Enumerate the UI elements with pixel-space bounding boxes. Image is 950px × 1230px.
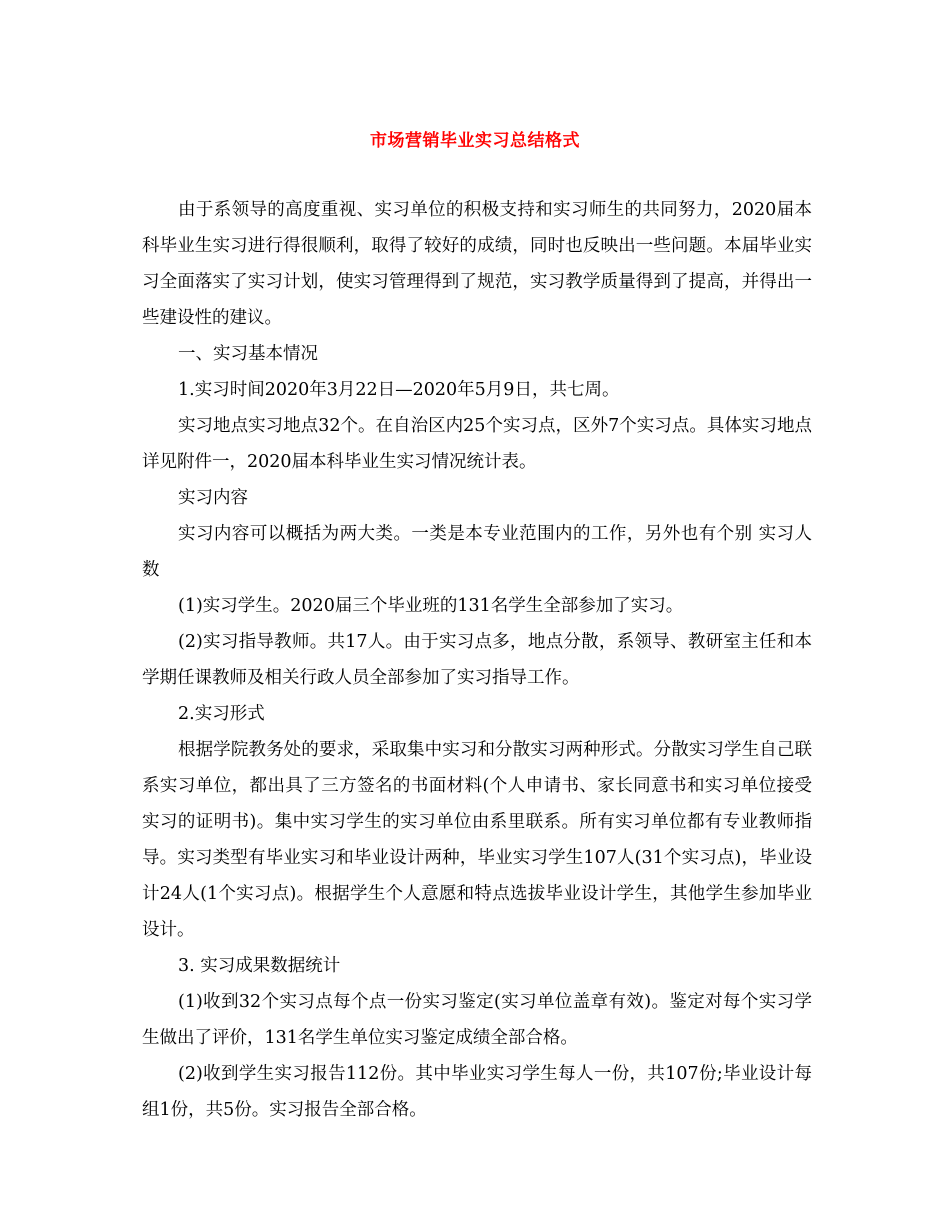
heading-basic-info: 一、实习基本情况 bbox=[178, 344, 318, 364]
document-title: 市场营销毕业实习总结格式 bbox=[370, 131, 580, 151]
paragraph-time: 1.实习时间2020年3月22日—2020年5月9日，共七周。 bbox=[178, 380, 620, 400]
document-body bbox=[142, 192, 812, 1128]
paragraph-students: (1)实习学生。2020届三个毕业班的131名学生全部参加了实习。 bbox=[178, 596, 684, 616]
paragraph-appraisal: (1)收到32个实习点每个点一份实习鉴定(实习单位盖章有效)。鉴定对每个实习学生做出了评价，131名学生单位实习鉴定成绩全部合格。 bbox=[142, 992, 812, 1048]
heading-content: 实习内容 bbox=[178, 488, 248, 508]
paragraph-form: 根据学院教务处的要求，采取集中实习和分散实习两种形式。分散实习学生自己联系实习单位，都出具了三方签名的书面材料(个人申请书、家长同意书和实习单位接受实习的证明书)。集中实习学生的实习单位由系里联系。所有实习单位都有专业教师指导。实习类型有毕业实习和毕业设计两种，毕业实习学生107人(31个实习点)，毕业设计24人(1个实习点)。根据学生个人意愿和特点选拔毕业设计学生，其他学生参加毕业设计。 bbox=[142, 740, 812, 940]
paragraph-location: 实习地点实习地点32个。在自治区内25个实习点，区外7个实习点。具体实习地点详见附件一，2020届本科毕业生实习情况统计表。 bbox=[142, 416, 812, 472]
heading-form: 2.实习形式 bbox=[178, 704, 265, 724]
heading-statistics: 3. 实习成果数据统计 bbox=[178, 956, 341, 976]
paragraph-content: 实习内容可以概括为两大类。一类是本专业范围内的工作，另外也有个别 实习人数 bbox=[142, 524, 812, 580]
paragraph-teachers: (2)实习指导教师。共17人。由于实习点多，地点分散，系领导、教研室主任和本学期任课教师及相关行政人员全部参加了实习指导工作。 bbox=[142, 632, 812, 688]
paragraph-intro: 由于系领导的高度重视、实习单位的积极支持和实习师生的共同努力，2020届本科毕业生实习进行得很顺利，取得了较好的成绩，同时也反映出一些问题。本届毕业实习全面落实了实习计划，使实习管理得到了规范，实习教学质量得到了提高，并得出一些建设性的建议。 bbox=[142, 200, 812, 328]
paragraph-reports: (2)收到学生实习报告112份。其中毕业实习学生每人一份，共107份;毕业设计每组1份，共5份。实习报告全部合格。 bbox=[142, 1064, 812, 1120]
